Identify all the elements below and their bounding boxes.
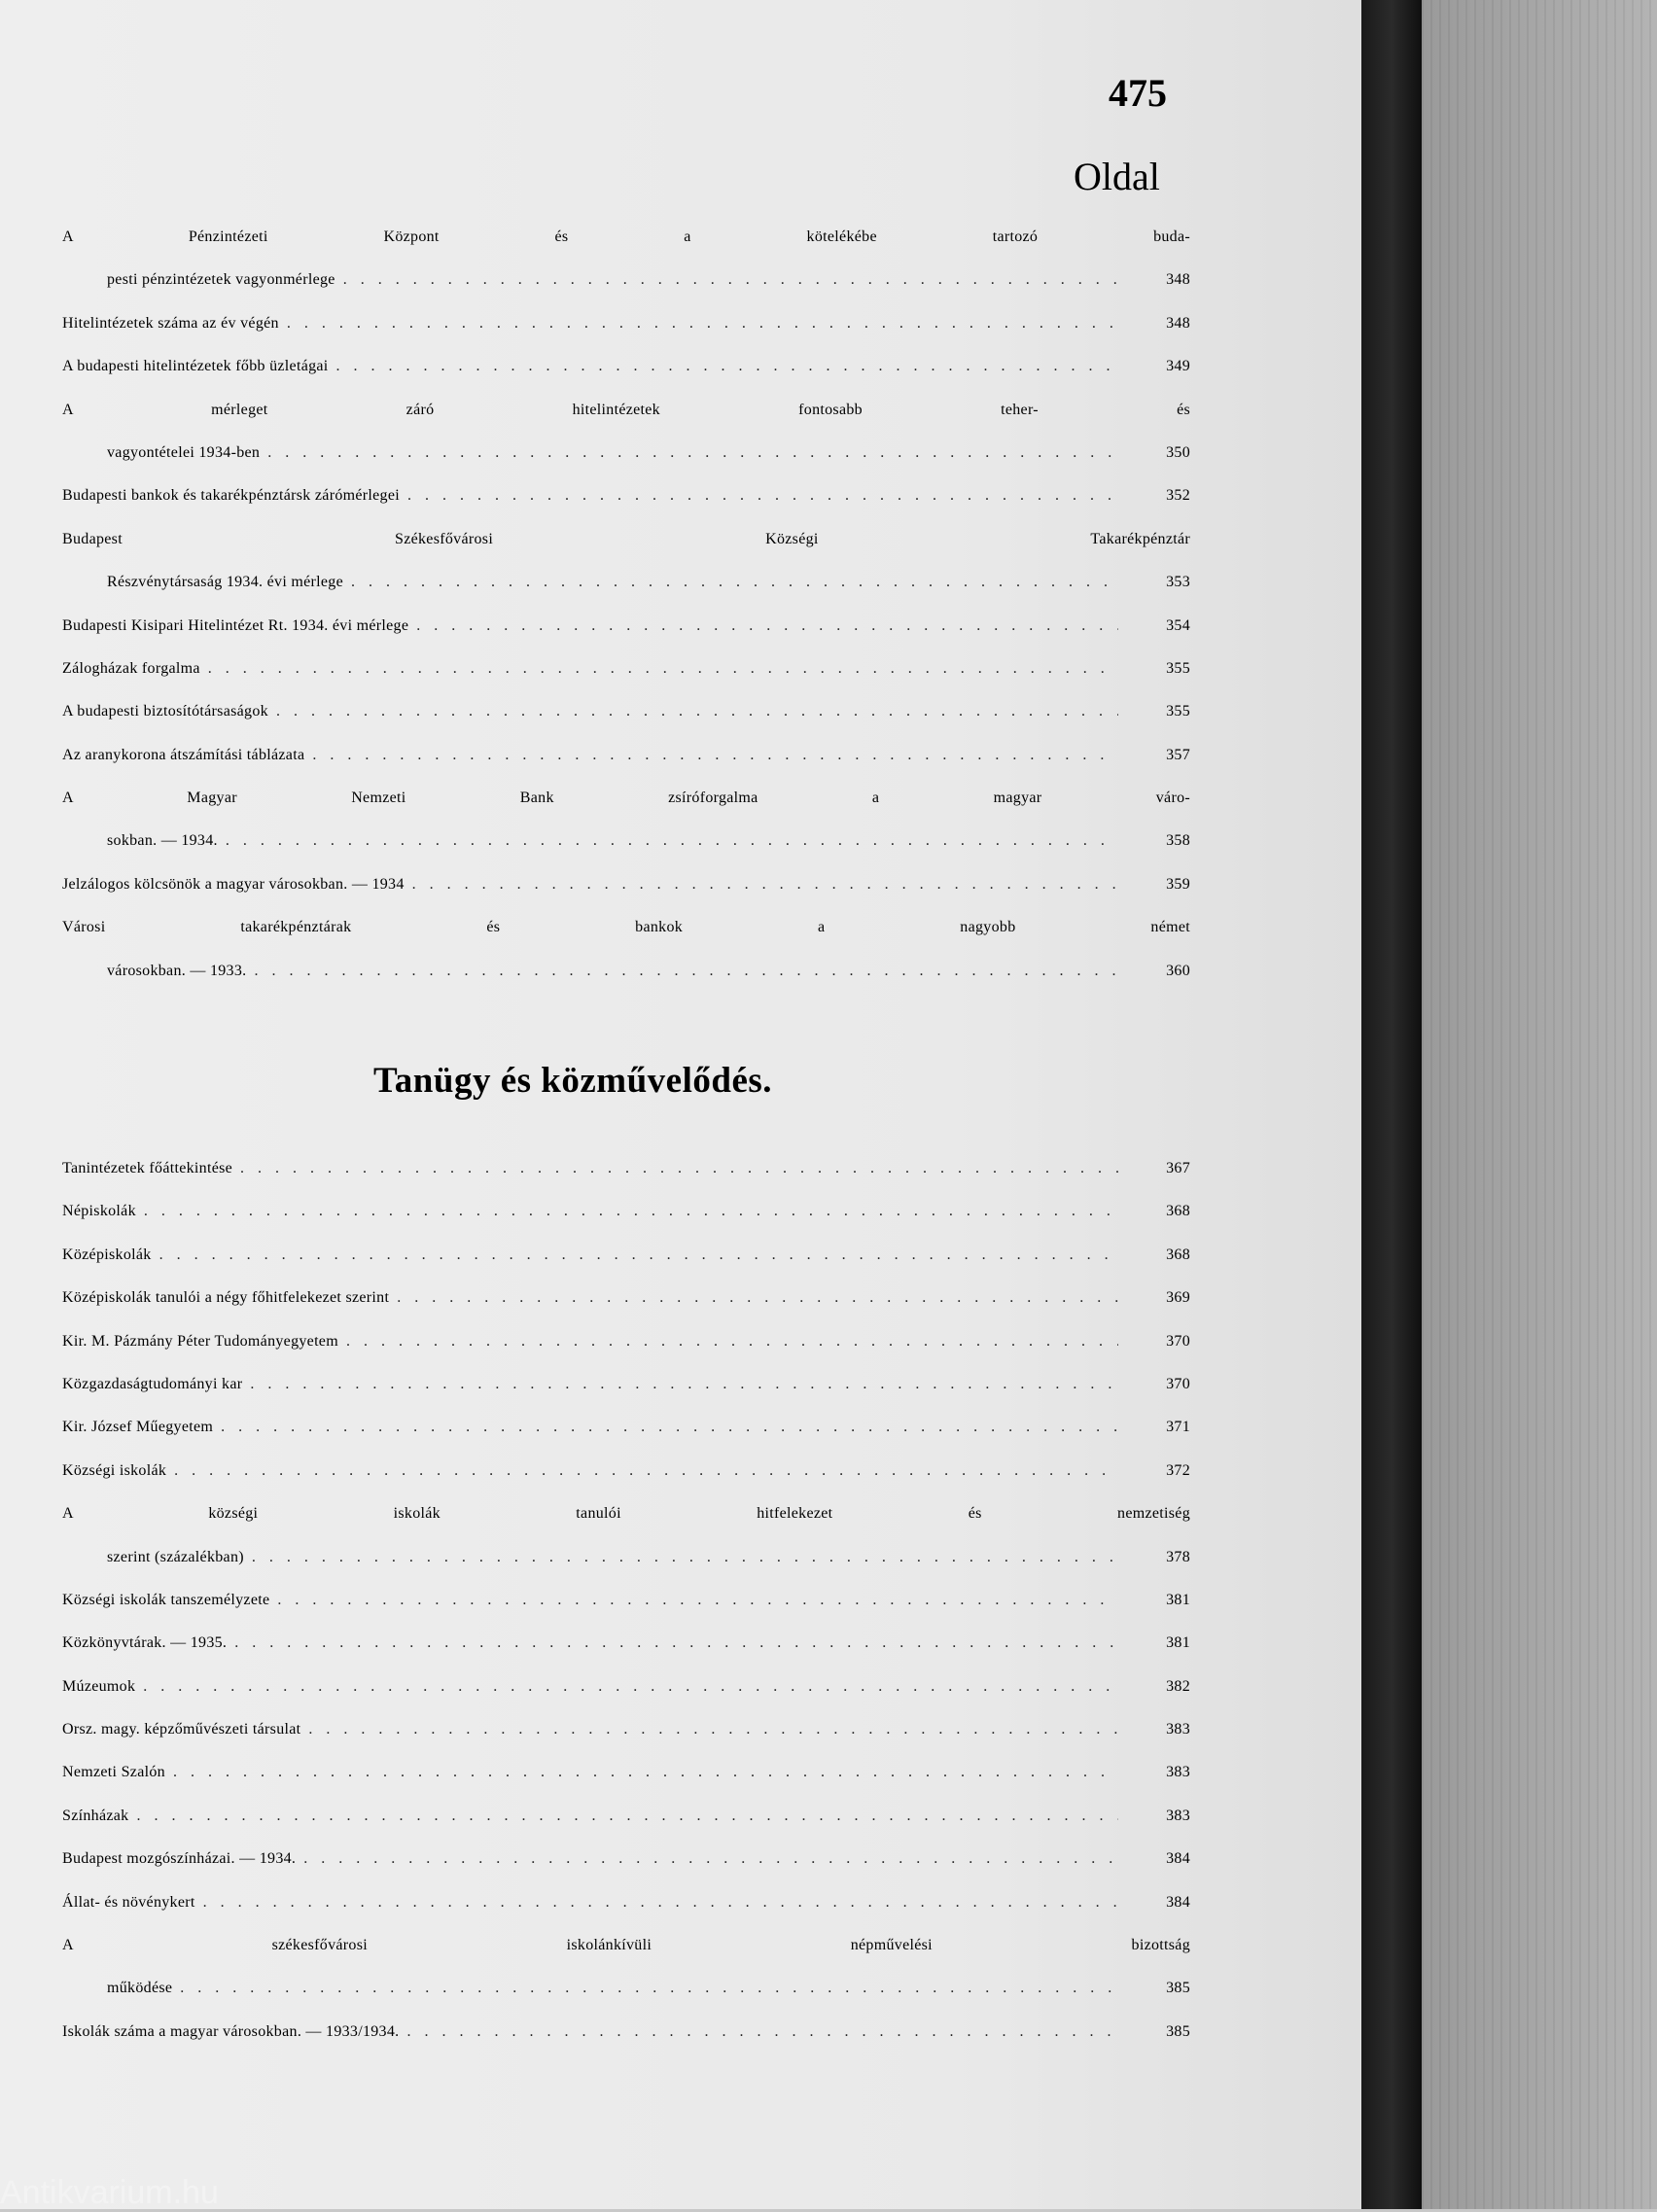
dot-leader xyxy=(416,605,1118,648)
toc-entry xyxy=(62,474,1190,517)
toc-entry-title: A mérleget záró hitelintézetek fontosabb teher- és xyxy=(62,401,1190,418)
dot-leader xyxy=(136,1795,1118,1838)
toc-entry-line xyxy=(62,518,1190,561)
toc-entry-title: A Magyar Nemzeti Bank zsíróforgalma a magyar váro- xyxy=(62,790,1190,807)
toc-entry xyxy=(62,1234,1190,1277)
dot-leader xyxy=(277,1579,1118,1622)
toc-entry-line xyxy=(62,1147,1190,1190)
toc-entry xyxy=(62,863,1190,906)
dot-leader xyxy=(203,1881,1118,1924)
toc-entry xyxy=(62,518,1190,605)
toc-entry-line xyxy=(62,1751,1190,1794)
toc-entry xyxy=(62,1492,1190,1579)
dot-leader xyxy=(159,1234,1118,1277)
toc-entry xyxy=(62,1751,1190,1794)
toc-entry-line xyxy=(62,1838,1190,1880)
toc-entry-line xyxy=(62,1967,1190,2010)
toc-entry-line xyxy=(62,690,1190,733)
toc-page-number: 384 xyxy=(1166,1850,1190,1868)
toc-entry xyxy=(62,1795,1190,1838)
dot-leader xyxy=(397,1277,1118,1319)
toc-page-number: 370 xyxy=(1166,1332,1190,1350)
toc-section-finance xyxy=(62,216,1190,993)
toc-entry-title: Zálogházak forgalma xyxy=(62,659,200,677)
dot-leader xyxy=(221,1406,1118,1449)
toc-page-number: 348 xyxy=(1166,314,1190,332)
toc-entry xyxy=(62,906,1190,993)
toc-entry-line xyxy=(62,432,1190,474)
toc-entry xyxy=(62,1363,1190,1406)
toc-entry xyxy=(62,1147,1190,1190)
dot-leader xyxy=(226,820,1118,862)
toc-entry-title: Közgazdaságtudományi kar xyxy=(62,1375,243,1392)
toc-entry-line xyxy=(62,1234,1190,1277)
toc-entry-title: Középiskolák xyxy=(62,1246,152,1263)
dot-leader xyxy=(407,474,1118,517)
toc-entry xyxy=(62,648,1190,690)
toc-page-number: 381 xyxy=(1166,1591,1190,1608)
toc-entry-title: Iskolák száma a magyar városokban. — 1933/1934. xyxy=(62,2022,400,2040)
toc-page-number: 381 xyxy=(1166,1634,1190,1652)
toc-entry-line xyxy=(62,1622,1190,1665)
dot-leader xyxy=(240,1147,1118,1190)
toc-entry-line xyxy=(62,950,1190,993)
toc-page-number: 385 xyxy=(1166,1980,1190,1997)
toc-entry-line xyxy=(62,1190,1190,1233)
toc-entry-line xyxy=(62,777,1190,820)
toc-page-number: 348 xyxy=(1166,271,1190,289)
dot-leader xyxy=(208,648,1118,690)
dot-leader xyxy=(276,690,1118,733)
toc-entry-line xyxy=(62,605,1190,648)
toc-section-education xyxy=(62,1147,1190,2054)
toc-entry-title: A budapesti hitelintézetek főbb üzletágai xyxy=(62,358,329,375)
toc-page-number: 368 xyxy=(1166,1246,1190,1263)
toc-page-number: 371 xyxy=(1166,1419,1190,1436)
toc-page-number: 378 xyxy=(1166,1548,1190,1565)
toc-entry-title: működése xyxy=(107,1980,173,1997)
toc-entry-title: Az aranykorona átszámítási táblázata xyxy=(62,746,305,763)
toc-page-number: 353 xyxy=(1166,574,1190,591)
toc-entry-line xyxy=(62,1666,1190,1708)
section-title: Tanügy és közművelődés. xyxy=(373,1061,773,1101)
toc-page-number: 383 xyxy=(1166,1764,1190,1781)
toc-entry-title: Jelzálogos kölcsönök a magyar városokban. — 1934 xyxy=(62,875,405,893)
toc-entry xyxy=(62,345,1190,388)
toc-entry-line xyxy=(62,1708,1190,1751)
toc-entry-line xyxy=(62,1536,1190,1579)
toc-entry xyxy=(62,1666,1190,1708)
toc-page-number: 360 xyxy=(1166,962,1190,979)
toc-entry-title: pesti pénzintézetek vagyonmérlege xyxy=(107,271,335,289)
toc-page-number: 383 xyxy=(1166,1807,1190,1824)
toc-entry-line xyxy=(62,1579,1190,1622)
page-number: 475 xyxy=(1109,71,1167,115)
toc-page-number: 354 xyxy=(1166,616,1190,634)
dot-leader xyxy=(303,1838,1118,1880)
toc-entry-title: Részvénytársaság 1934. évi mérlege xyxy=(107,574,344,591)
toc-entry-line xyxy=(62,216,1190,259)
dot-leader xyxy=(267,432,1118,474)
dot-leader xyxy=(287,302,1118,345)
toc-entry-line xyxy=(62,345,1190,388)
toc-entry-title: Középiskolák tanulói a négy főhitfelekezet szerint xyxy=(62,1289,390,1307)
toc-entry-title: Állat- és növénykert xyxy=(62,1893,195,1911)
toc-entry-title: Kir. József Műegyetem xyxy=(62,1419,214,1436)
dot-leader xyxy=(250,1363,1118,1406)
toc-entry-line xyxy=(62,259,1190,301)
toc-entry xyxy=(62,1190,1190,1233)
toc-page-number: 355 xyxy=(1166,659,1190,677)
dot-leader xyxy=(308,1708,1118,1751)
toc-entry-title: vagyontételei 1934-ben xyxy=(107,443,261,461)
toc-entry-line xyxy=(62,1450,1190,1492)
toc-entry xyxy=(62,1881,1190,1924)
toc-entry-line xyxy=(62,2011,1190,2054)
toc-page-number: 350 xyxy=(1166,443,1190,461)
toc-entry-title: szerint (százalékban) xyxy=(107,1548,244,1565)
toc-entry xyxy=(62,1622,1190,1665)
toc-entry-title: Községi iskolák tanszemélyzete xyxy=(62,1591,270,1608)
toc-entry xyxy=(62,605,1190,648)
toc-entry xyxy=(62,2011,1190,2054)
toc-page-number: 358 xyxy=(1166,832,1190,850)
toc-page-number: 372 xyxy=(1166,1461,1190,1479)
toc-entry xyxy=(62,1277,1190,1319)
toc-page-number: 355 xyxy=(1166,703,1190,720)
toc-entry-title: Budapesti Kisipari Hitelintézet Rt. 1934. évi mérlege xyxy=(62,616,409,634)
dot-leader xyxy=(336,345,1118,388)
dot-leader xyxy=(234,1622,1118,1665)
dot-leader xyxy=(174,1450,1118,1492)
dot-leader xyxy=(412,863,1118,906)
toc-entry xyxy=(62,1838,1190,1880)
toc-entry-title: Tanintézetek főáttekintése xyxy=(62,1160,233,1176)
toc-entry-line xyxy=(62,863,1190,906)
toc-entry-title: Múzeumok xyxy=(62,1677,136,1695)
toc-entry-line xyxy=(62,1320,1190,1363)
toc-page-number: 349 xyxy=(1166,358,1190,375)
dot-leader xyxy=(312,734,1118,777)
toc-entry-line xyxy=(62,1363,1190,1406)
toc-entry xyxy=(62,734,1190,777)
toc-entry-line xyxy=(62,474,1190,517)
toc-entry-title: Közkönyvtárak. — 1935. xyxy=(62,1634,228,1652)
dot-leader xyxy=(406,2011,1118,2054)
toc-entry xyxy=(62,302,1190,345)
column-heading: Oldal xyxy=(1074,155,1160,198)
toc-entry-title: Városi takarékpénztárak és bankok a nagyobb német xyxy=(62,919,1190,936)
toc-entry-title: A Pénzintézeti Központ és a kötelékébe tartozó buda- xyxy=(62,228,1190,245)
toc-entry-title: városokban. — 1933. xyxy=(107,962,247,979)
toc-entry xyxy=(62,389,1190,475)
toc-entry-line xyxy=(62,734,1190,777)
dot-leader xyxy=(252,1536,1118,1579)
toc-entry-line xyxy=(62,1406,1190,1449)
toc-entry-line xyxy=(62,302,1190,345)
toc-entry xyxy=(62,1450,1190,1492)
toc-entry-line xyxy=(62,1277,1190,1319)
toc-entry-title: Nemzeti Szalón xyxy=(62,1764,165,1781)
toc-entry-title: Kir. M. Pázmány Péter Tudományegyetem xyxy=(62,1332,338,1350)
dot-leader xyxy=(351,561,1118,604)
toc-entry xyxy=(62,1579,1190,1622)
dot-leader xyxy=(343,259,1118,301)
toc-entry-title: A községi iskolák tanulói hitfelekezet és nemzetiség xyxy=(62,1505,1190,1523)
toc-entry-title: Budapesti bankok és takarékpénztársk zárómérlegei xyxy=(62,487,401,505)
dot-leader xyxy=(173,1751,1118,1794)
toc-entry-line xyxy=(62,1924,1190,1967)
toc-entry-title: Hitelintézetek száma az év végén xyxy=(62,314,279,332)
toc-page-number: 369 xyxy=(1166,1289,1190,1307)
toc-page-number: 359 xyxy=(1166,875,1190,893)
toc-entry-line xyxy=(62,1492,1190,1535)
toc-entry-title: A székesfővárosi iskolánkívüli népművelési bizottság xyxy=(62,1937,1190,1954)
dot-leader xyxy=(144,1190,1118,1233)
toc-page-number: 367 xyxy=(1166,1160,1190,1176)
toc-page-number: 385 xyxy=(1166,2022,1190,2040)
dot-leader xyxy=(346,1320,1118,1363)
toc-entry xyxy=(62,1320,1190,1363)
toc-entry xyxy=(62,216,1190,302)
dot-leader xyxy=(143,1666,1118,1708)
toc-entry-line xyxy=(62,906,1190,949)
toc-entry-title: Színházak xyxy=(62,1807,129,1824)
toc-entry xyxy=(62,1708,1190,1751)
toc-entry-title: sokban. — 1934. xyxy=(107,832,218,850)
toc-entry-title: Népiskolák xyxy=(62,1203,136,1220)
background-surface xyxy=(1422,0,1657,2209)
toc-entry-title: Községi iskolák xyxy=(62,1461,167,1479)
book-spine xyxy=(1361,0,1422,2209)
toc-page-number: 384 xyxy=(1166,1893,1190,1911)
toc-entry-line xyxy=(62,1881,1190,1924)
toc-entry-title: Orsz. magy. képzőművészeti társulat xyxy=(62,1721,301,1738)
toc-entry xyxy=(62,777,1190,863)
toc-entry-title: Budapest Székesfővárosi Községi Takarékpénztár xyxy=(62,530,1190,547)
toc-page-number: 383 xyxy=(1166,1721,1190,1738)
toc-page-number: 370 xyxy=(1166,1375,1190,1392)
toc-entry-line xyxy=(62,648,1190,690)
toc-page-number: 357 xyxy=(1166,746,1190,763)
toc-entry xyxy=(62,1924,1190,2011)
toc-entry-title: A budapesti biztosítótársaságok xyxy=(62,703,268,720)
watermark: Antikvarium.hu xyxy=(0,2174,219,2211)
dot-leader xyxy=(254,950,1118,993)
toc-entry-title: Budapest mozgószínházai. — 1934. xyxy=(62,1850,297,1868)
dot-leader xyxy=(180,1967,1118,2010)
toc-entry xyxy=(62,1406,1190,1449)
toc-entry xyxy=(62,690,1190,733)
toc-entry-line xyxy=(62,820,1190,862)
toc-entry-line xyxy=(62,561,1190,604)
toc-page-number: 382 xyxy=(1166,1677,1190,1695)
toc-entry-line xyxy=(62,389,1190,432)
toc-page-number: 352 xyxy=(1166,487,1190,505)
toc-entry-line xyxy=(62,1795,1190,1838)
toc-page-number: 368 xyxy=(1166,1203,1190,1220)
